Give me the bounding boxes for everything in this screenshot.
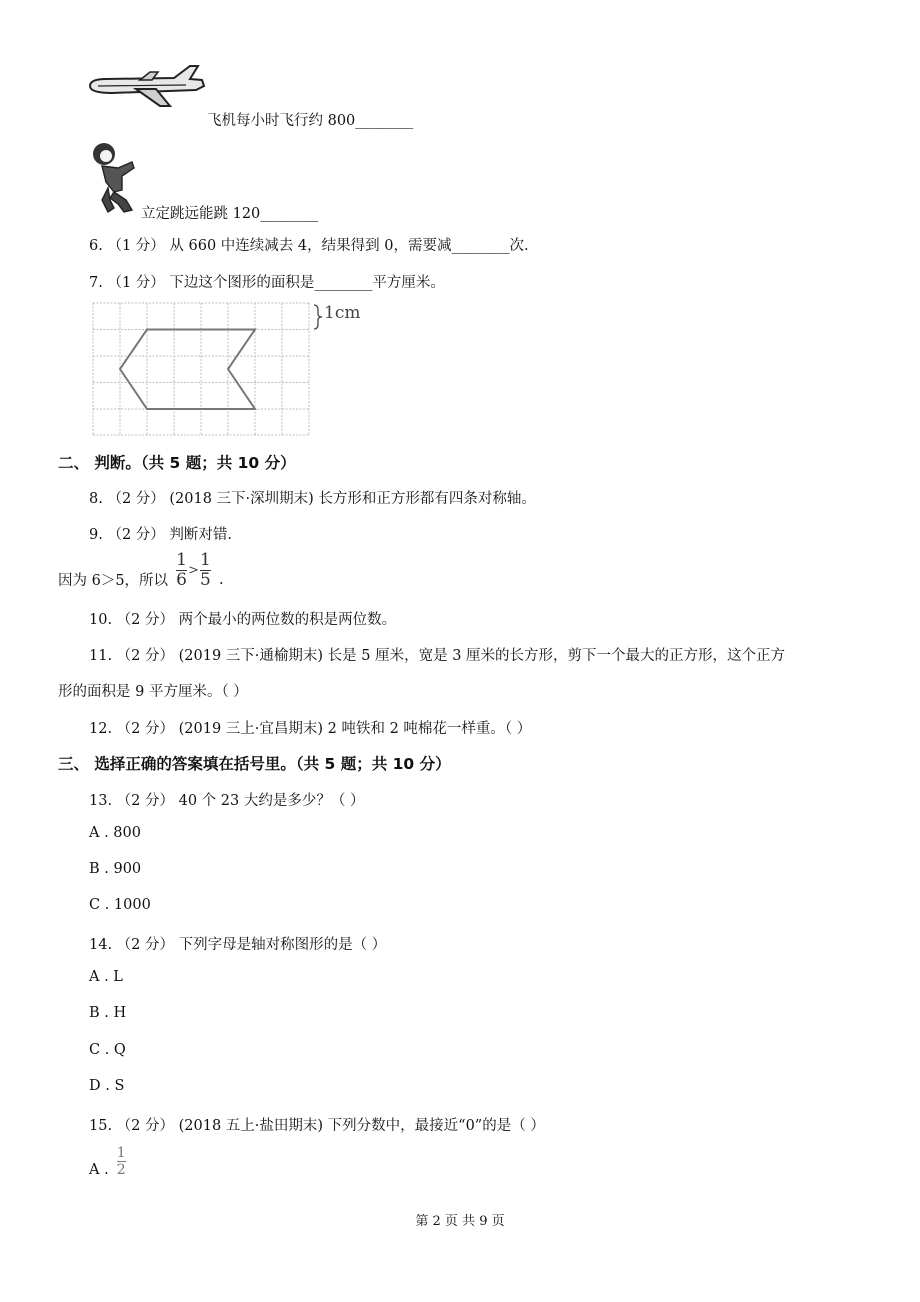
question-12: 12. （2 分） (2019 三上·宜昌期末) 2 吨铁和 2 吨棉花一样重。（ ） (89, 721, 532, 737)
question-11-line1: 11. （2 分） (2019 三下·通榆期末) 长是 5 厘米，宽是 3 厘米的长方形，剪下一个最大的正方形，这个正方 (89, 648, 786, 664)
q14-option-d: D . S (89, 1078, 125, 1094)
q13-option-b: B . 900 (89, 861, 142, 877)
q15-option-a-label: A . (89, 1162, 109, 1178)
q9-prefix: 因为 6＞5，所以 (58, 573, 169, 589)
q9-operator: > (188, 563, 199, 578)
question-15: 15. （2 分） (2018 五上·盐田期末) 下列分数中，最接近“0”的是（ ） (89, 1118, 545, 1134)
section-3-heading: 三、 选择正确的答案填在括号里。（共 5 题；共 10 分） (58, 755, 451, 773)
question-10: 10. （2 分） 两个最小的两位数的积是两位数。 (89, 612, 397, 628)
airplane-icon (86, 62, 208, 110)
q13-option-a: A . 800 (89, 825, 141, 841)
section-2-heading: 二、 判断。（共 5 题；共 10 分） (58, 454, 296, 472)
q4-item-jump: 立定跳远能跳 120________ (141, 206, 319, 222)
grid-brace (312, 304, 324, 330)
q14-option-b: B . H (89, 1005, 127, 1021)
q14-option-a: A . L (89, 969, 123, 985)
fraction-one-half: $\frac{1}{2}$ (116, 1144, 126, 1178)
q9-suffix: . (218, 571, 224, 588)
jumping-boy-icon (88, 138, 140, 216)
question-6: 6. （1 分） 从 660 中连续减去 4，结果得到 0，需要减________次. (89, 238, 529, 254)
question-11-line2: 形的面积是 9 平方厘米。（ ） (58, 684, 248, 700)
question-7: 7. （1 分） 下边这个图形的面积是________平方厘米。 (89, 275, 445, 291)
question-9-statement (58, 551, 224, 590)
question-13: 13. （2 分） 40 个 23 大约是多少？（ ） (89, 793, 365, 809)
q15-option-a (89, 1144, 126, 1178)
fraction-one-fifth: $\frac{1}{5}$ (200, 550, 211, 590)
q13-option-c: C . 1000 (89, 897, 151, 913)
q4-item-plane: 飞机每小时飞行约 800________ (207, 113, 414, 129)
grid-figure (92, 302, 312, 436)
page-footer: 第 2 页 共 9 页 (415, 1214, 505, 1229)
question-14: 14. （2 分） 下列字母是轴对称图形的是（ ） (89, 937, 387, 953)
fraction-one-sixth: $\frac{1}{6}$ (176, 550, 187, 590)
grid-unit-label: 1cm (324, 303, 361, 323)
question-8: 8. （2 分） (2018 三下·深圳期末) 长方形和正方形都有四条对称轴。 (89, 491, 536, 507)
question-9: 9. （2 分） 判断对错. (89, 527, 232, 543)
q14-option-c: C . Q (89, 1042, 126, 1058)
